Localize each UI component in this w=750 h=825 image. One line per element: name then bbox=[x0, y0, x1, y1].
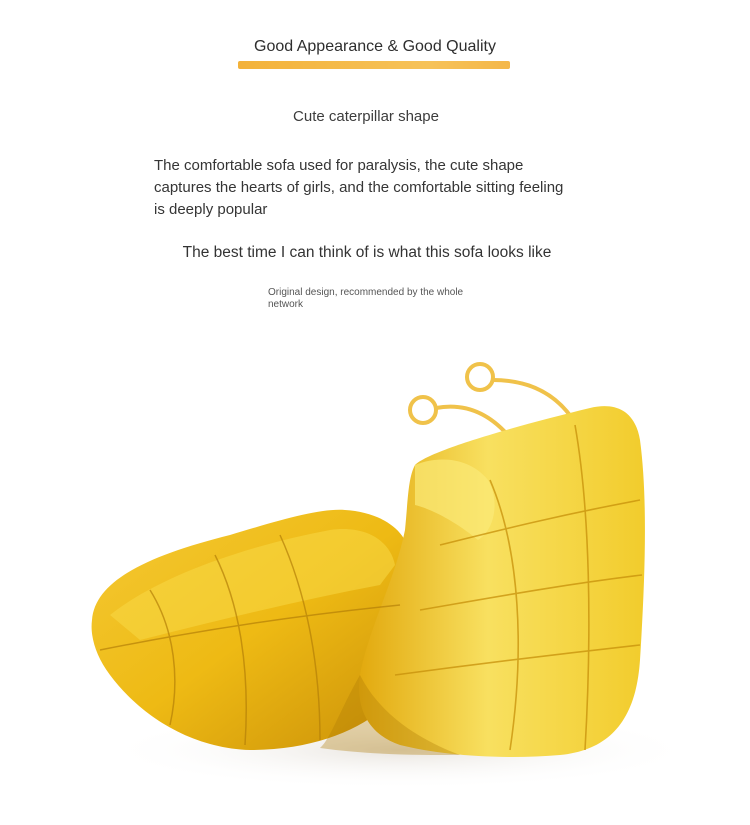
section-heading: Good Appearance & Good Quality bbox=[254, 38, 496, 55]
caption: Original design, recommended by the whole network bbox=[268, 287, 464, 310]
heading-underline bbox=[238, 61, 510, 69]
subtitle: Cute caterpillar shape bbox=[293, 108, 439, 125]
heading-container bbox=[0, 38, 750, 62]
sofa-image bbox=[0, 330, 750, 825]
description-text: The comfortable sofa used for paralysis, the cute shape captures the hearts of girls, and the comfortable sitting feeling is deeply popular bbox=[154, 157, 564, 218]
antenna-right-icon bbox=[467, 364, 572, 418]
tagline: The best time I can think of is what this sofa looks like bbox=[182, 244, 552, 261]
